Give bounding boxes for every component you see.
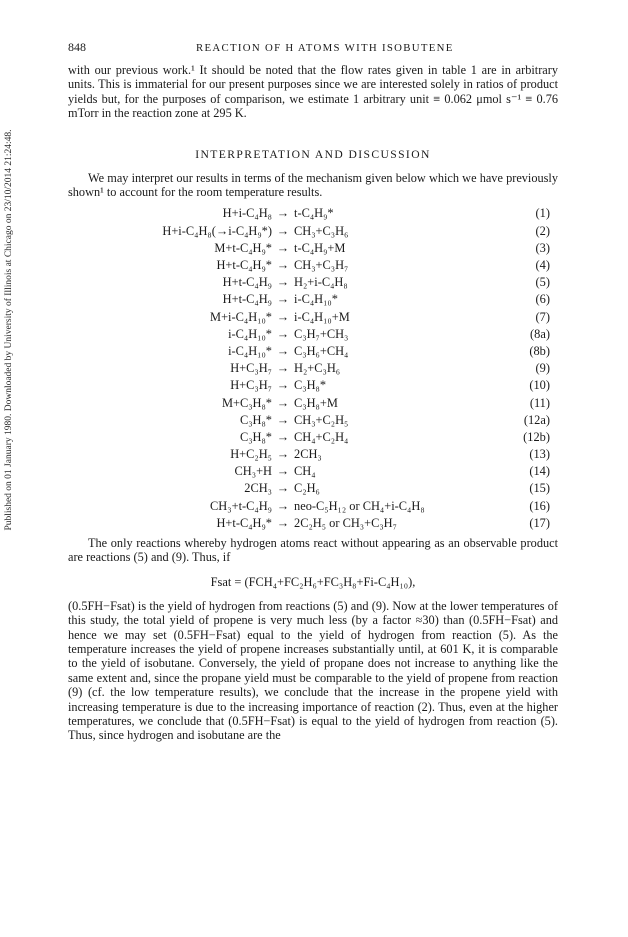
- reaction-arrow: →: [276, 429, 290, 444]
- reaction-row: [68, 412, 558, 429]
- reaction-arrow: →: [276, 498, 290, 513]
- equation-number: (12a): [523, 412, 550, 427]
- equation-number: (7): [535, 309, 550, 324]
- reaction-reactants: H+C₂H₅: [230, 447, 272, 462]
- reaction-products: C₂H₆: [294, 481, 320, 496]
- reaction-row: [68, 498, 558, 515]
- reaction-row: [68, 429, 558, 446]
- reaction-reactants: C₃H₈*: [239, 412, 272, 427]
- equation-number: (5): [535, 275, 550, 290]
- only-reactions-paragraph: The only reactions whereby hydrogen atoms react without appearing as an observable product are reactions (5) and (9). Thus, if: [68, 536, 558, 565]
- reaction-products: neo-C₅H₁₂ or CH₄+i-C₄H₈: [294, 498, 425, 513]
- reaction-reactants: CH₃+H: [234, 464, 272, 479]
- reaction-reactants: M+t-C₄H₉*: [214, 240, 272, 255]
- reaction-arrow: →: [276, 447, 290, 462]
- equation-number: (11): [529, 395, 550, 410]
- reaction-arrow: →: [276, 395, 290, 410]
- reaction-row: [68, 223, 558, 240]
- reaction-reactants: i-C₄H₁₀*: [228, 343, 272, 358]
- reaction-mechanism-list: [68, 205, 558, 532]
- reaction-reactants: H+i-C₄H₈(→i-C₄H₉*): [162, 223, 272, 238]
- reaction-products: 2CH₃: [294, 447, 322, 462]
- equation-number: (3): [535, 240, 550, 255]
- reaction-row: [68, 291, 558, 308]
- reaction-reactants: H+C₃H₇: [230, 378, 272, 393]
- reaction-arrow: →: [276, 206, 290, 221]
- reaction-reactants: H+t-C₄H₉*: [216, 515, 272, 530]
- side-note-text: Published on 01 January 1980. Downloaded by University of Illinois at Chicago on 23/10/2014 21:24:48.: [4, 129, 14, 531]
- equation-number: (8b): [529, 343, 550, 358]
- reaction-products: CH₃+C₃H₇: [294, 258, 349, 272]
- equation-number: (6): [535, 292, 550, 307]
- reaction-row: [68, 240, 558, 257]
- running-title: REACTION OF H ATOMS WITH ISOBUTENE: [196, 42, 454, 54]
- equation-number: (9): [535, 361, 550, 376]
- reaction-products: H₂+C₃H₆: [294, 361, 341, 376]
- reaction-products: CH₃+C₃H₆: [294, 223, 349, 238]
- reaction-arrow: →: [276, 258, 290, 272]
- final-paragraph: (0.5FH−Fsat) is the yield of hydrogen from reactions (5) and (9). Now at the lower temperatures of this study, the total yield of propene is very much less (by a factor ≈30) than (0.5FH−Fsat) and hence we may set (0.5FH−Fsat) equal to the yield of hydrogen from reaction (5). As the temperature increases the yield of propene increases substantially until, at 601 K, it is comparable to the yield of isobutane. Conversely, the yield of propane does not increase to anything like the same extent and, since the propane yield must be comparable to the yield of propene from reaction (9) (cf. the low temperature results), we conclude that the increase in the propene yield with increasing temperature is due to the increasing importance of reaction (2). Thus, even at the higher temperatures, we conclude that (0.5FH−Fsat) is equal to the yield of hydrogen from reaction (5). Thus, since hydrogen and isobutane are the: [68, 598, 558, 743]
- reaction-products: i-C₄H₁₀*: [294, 292, 338, 307]
- publication-side-note: [2, 60, 16, 600]
- intro-paragraph: with our previous work.¹ It should be noted that the flow rates given in table 1 are in arbitrary units. This is immaterial for our present purposes since we are interested solely in ratios of product yields but, for the purposes of comparison, we estimate 1 arbitrary unit ≡ 0.062 μmol s⁻¹ ≡ 0.76 mTorr in the reaction zone at 295 K.: [68, 63, 558, 121]
- reaction-arrow: →: [276, 464, 290, 479]
- equation-number: (16): [529, 498, 550, 513]
- reaction-products: H₂+i-C₄H₈: [294, 275, 348, 290]
- paper-page: [68, 40, 558, 743]
- reaction-reactants: H+t-C₄H₉: [222, 292, 272, 307]
- reaction-products: C₃H₇+CH₃: [294, 326, 349, 341]
- reaction-arrow: →: [276, 309, 290, 324]
- equation-number: (14): [529, 464, 550, 479]
- reaction-arrow: →: [276, 378, 290, 393]
- reaction-row: [68, 326, 558, 343]
- reaction-reactants: CH₃+t-C₄H₉: [210, 498, 272, 513]
- reaction-arrow: →: [276, 223, 290, 238]
- equation-number: (17): [529, 515, 550, 530]
- section-heading: INTERPRETATION AND DISCUSSION: [195, 147, 431, 161]
- reaction-products: C₃H₈*: [294, 378, 327, 393]
- fsat-formula: Fsat = (FCH₄+FC₂H₆+FC₃H₈+Fi-C₄H₁₀),: [210, 574, 416, 589]
- equation-number: (4): [535, 258, 550, 272]
- page-number: 848: [68, 40, 86, 54]
- reaction-arrow: →: [276, 326, 290, 341]
- equation-number: (10): [529, 378, 550, 393]
- reaction-reactants: M+C₃H₈*: [221, 395, 272, 410]
- reaction-row: [68, 395, 558, 412]
- reaction-reactants: i-C₄H₁₀*: [228, 326, 272, 341]
- reaction-row: [68, 446, 558, 463]
- equation-number: (2): [535, 223, 550, 238]
- reaction-arrow: →: [276, 481, 290, 496]
- equation-number: (13): [529, 447, 550, 462]
- reaction-products: C₃H₈+M: [294, 395, 338, 410]
- reaction-reactants: M+i-C₄H₁₀*: [210, 309, 272, 324]
- reaction-products: t-C₄H₉*: [294, 206, 334, 221]
- interpretation-paragraph: We may interpret our results in terms of the mechanism given below which we have previously shown¹ to account for the room temperature results.: [68, 170, 558, 200]
- reaction-row: [68, 257, 558, 274]
- reaction-products: C₃H₆+CH₄: [294, 343, 349, 358]
- equation-number: (15): [529, 481, 550, 496]
- reaction-products: i-C₄H₁₀+M: [294, 309, 350, 324]
- reaction-products: t-C₄H₉+M: [294, 240, 346, 255]
- reaction-row: [68, 480, 558, 497]
- equation-number: (1): [535, 206, 550, 221]
- reaction-arrow: →: [276, 292, 290, 307]
- reaction-arrow: →: [276, 361, 290, 376]
- reaction-products: CH₄+C₂H₄: [294, 429, 349, 444]
- reaction-arrow: →: [276, 515, 290, 530]
- reaction-row: [68, 463, 558, 480]
- equation-number: (12b): [523, 429, 550, 444]
- reaction-arrow: →: [276, 240, 290, 255]
- reaction-reactants: H+C₃H₇: [230, 361, 272, 376]
- reaction-products: 2C₂H₅ or CH₃+C₃H₇: [294, 515, 397, 530]
- equation-number: (8a): [530, 326, 550, 341]
- reaction-reactants: H+t-C₄H₉: [222, 275, 272, 290]
- reaction-products: CH₄: [294, 464, 316, 479]
- reaction-row: [68, 515, 558, 532]
- running-header: [68, 40, 558, 56]
- reaction-reactants: C₃H₈*: [239, 429, 272, 444]
- reaction-arrow: →: [276, 343, 290, 358]
- reaction-reactants: 2CH₃: [244, 481, 272, 496]
- reaction-products: CH₃+C₂H₅: [294, 412, 349, 427]
- reaction-row: [68, 377, 558, 394]
- reaction-row: [68, 360, 558, 377]
- reaction-row: [68, 205, 558, 222]
- reaction-arrow: →: [276, 412, 290, 427]
- reaction-row: [68, 309, 558, 326]
- reaction-reactants: H+t-C₄H₉*: [216, 258, 272, 272]
- reaction-row: [68, 343, 558, 360]
- reaction-arrow: →: [276, 275, 290, 290]
- reaction-row: [68, 274, 558, 291]
- reaction-reactants: H+i-C₄H₈: [222, 206, 272, 221]
